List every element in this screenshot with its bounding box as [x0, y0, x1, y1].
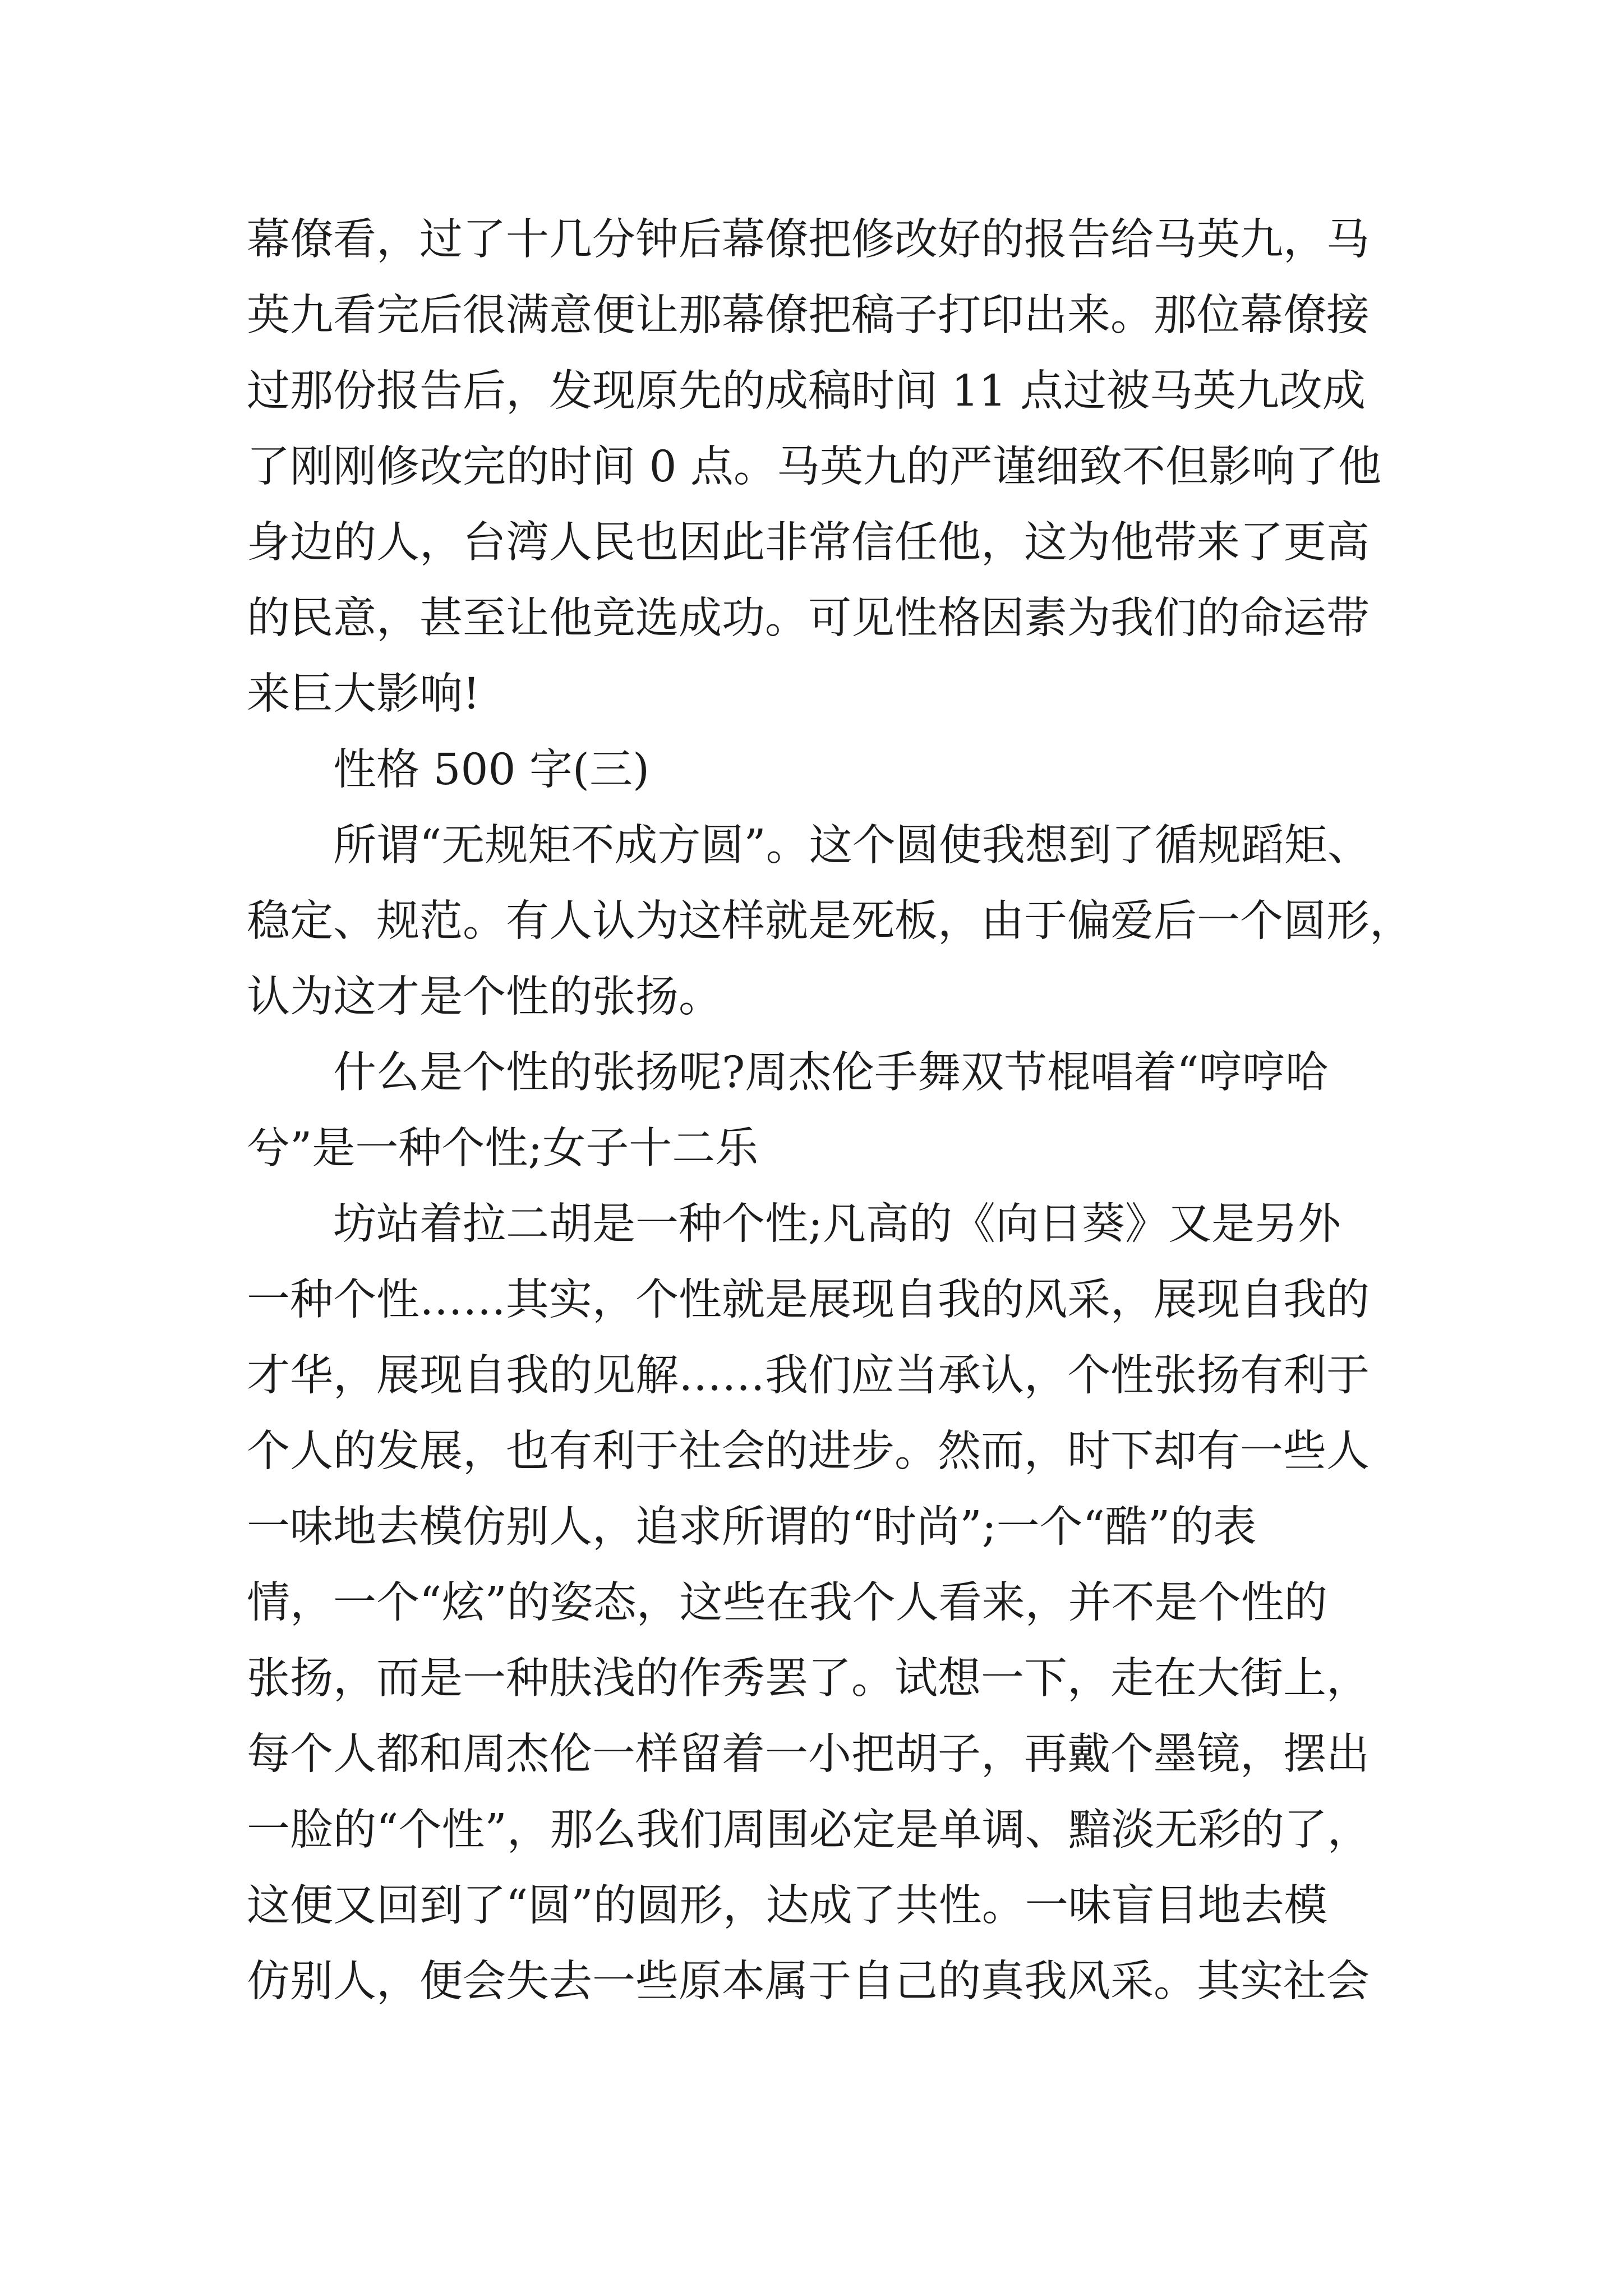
text-line: 仿别人，便会失去一些原本属于自己的真我风采。其实社会	[247, 1957, 1370, 2007]
text-line: 一脸的“个性”，那么我们周围必定是单调、黯淡无彩的了，	[247, 1805, 1371, 1855]
text-line: 每个人都和周杰伦一样留着一小把胡子，再戴个墨镜，摆出	[247, 1729, 1370, 1779]
paragraph-start-line: 什么是个性的张扬呢?周杰伦手舞双节棍唱着“哼哼哈	[333, 1048, 1329, 1098]
text-line: 这便又回到了“圆”的圆形，达成了共性。一味盲目地去模	[247, 1881, 1327, 1931]
text-line: 过那份报告后，发现原先的成稿时间 11 点过被马英九改成	[247, 366, 1366, 416]
text-line: 个人的发展，也有利于社会的进步。然而，时下却有一些人	[247, 1427, 1370, 1476]
text-line: 张扬，而是一种肤浅的作秀罢了。试想一下，走在大街上，	[247, 1654, 1370, 1704]
text-line: 幕僚看，过了十几分钟后幕僚把修改好的报告给马英九，马	[247, 215, 1370, 265]
paragraph-start-line: 所谓“无规矩不成方圆”。这个圆使我想到了循规蹈矩、	[333, 821, 1371, 871]
text-line: 身边的人，台湾人民也因此非常信任他，这为他带来了更高	[247, 518, 1370, 568]
text-line: 一味地去模仿别人，追求所谓的“时尚”;一个“酷”的表	[247, 1502, 1257, 1552]
text-line: 来巨大影响!	[247, 669, 480, 719]
paragraph-start-line: 坊站着拉二胡是一种个性;凡高的《向日葵》又是另外	[333, 1199, 1341, 1249]
text-line: 稳定、规范。有人认为这样就是死板，由于偏爱后一个圆形，	[247, 896, 1413, 946]
text-line: 才华，展现自我的见解……我们应当承认，个性张扬有利于	[247, 1351, 1370, 1401]
text-line: 的民意，甚至让他竞选成功。可见性格因素为我们的命运带	[247, 593, 1370, 643]
body-text	[247, 202, 1481, 2019]
text-line: 一种个性……其实，个性就是展现自我的风采，展现自我的	[247, 1275, 1370, 1325]
text-line: 情，一个“炫”的姿态，这些在我个人看来，并不是个性的	[247, 1578, 1327, 1628]
text-line: 认为这才是个性的张扬。	[247, 972, 722, 1022]
text-line: 兮”是一种个性;女子十二乐	[247, 1124, 759, 1174]
section-heading: 性格 500 字(三)	[333, 745, 650, 795]
text-line: 英九看完后很满意便让那幕僚把稿子打印出来。那位幕僚接	[247, 291, 1370, 341]
text-line: 了刚刚修改完的时间 0 点。马英九的严谨细致不但影响了他	[247, 442, 1381, 492]
